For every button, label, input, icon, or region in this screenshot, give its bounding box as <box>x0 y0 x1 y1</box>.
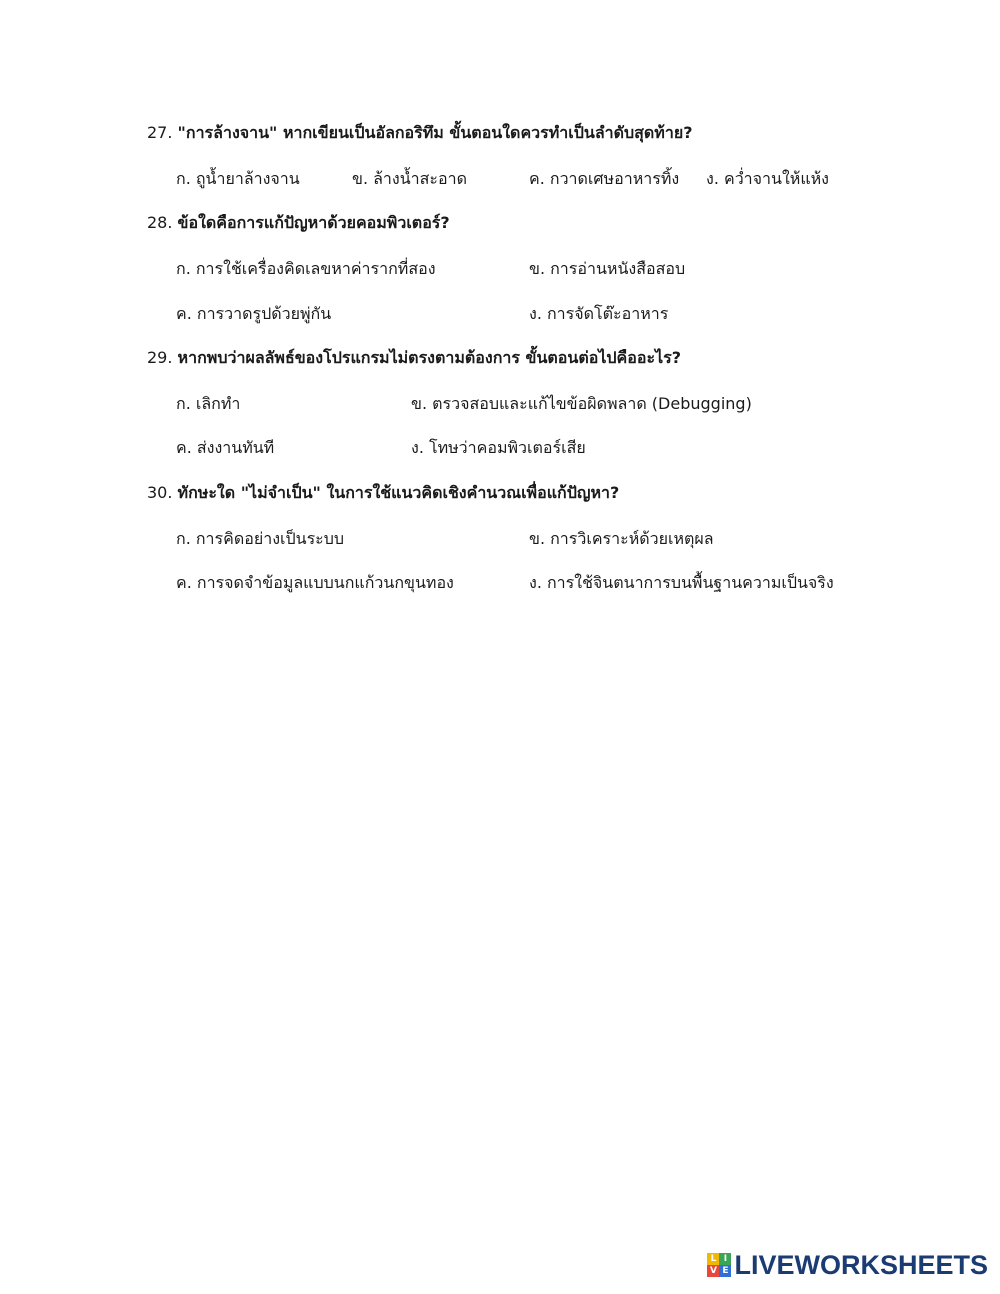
option-a: ก. ถูน้ำยาล้างจาน <box>176 169 300 188</box>
logo-text: LIVEWORKSHEETS <box>734 1249 988 1280</box>
logo-mark-icon <box>707 1253 731 1277</box>
option-a: ก. การคิดอย่างเป็นระบบ <box>176 529 345 548</box>
option-a: ก. เลิกทำ <box>176 394 241 413</box>
logo-mark-letter: L <box>707 1253 719 1265</box>
logo-mark-letter: I <box>719 1253 731 1265</box>
option-c: ค. การจดจำข้อมูลแบบนกแก้วนกขุนทอง <box>176 573 454 592</box>
option-c: ค. ส่งงานทันที <box>176 438 275 457</box>
option-d: ง. การใช้จินตนาการบนพื้นฐานความเป็นจริง <box>529 573 834 592</box>
question-number: 29. <box>147 348 173 367</box>
option-c: ค. การวาดรูปด้วยพู่กัน <box>176 304 332 323</box>
liveworksheets-logo <box>707 1250 988 1280</box>
option-b: ข. ตรวจสอบและแก้ไขข้อผิดพลาด (Debugging) <box>411 394 752 413</box>
option-b: ข. การวิเคราะห์ด้วยเหตุผล <box>529 529 714 548</box>
question-27 <box>147 122 693 144</box>
question-number: 28. <box>147 213 173 232</box>
question-30 <box>147 482 619 504</box>
question-28 <box>147 212 450 234</box>
question-text: ทักษะใด "ไม่จำเป็น" ในการใช้แนวคิดเชิงคำนวณเพื่อแก้ปัญหา? <box>177 483 620 502</box>
option-d: ง. โทษว่าคอมพิวเตอร์เสีย <box>411 438 586 457</box>
question-number: 30. <box>147 483 173 502</box>
option-d: ง. การจัดโต๊ะอาหาร <box>529 304 669 323</box>
option-b: ข. การอ่านหนังสือสอบ <box>529 259 686 278</box>
logo-mark-letter: V <box>707 1265 719 1277</box>
question-text: ข้อใดคือการแก้ปัญหาด้วยคอมพิวเตอร์? <box>177 213 450 232</box>
option-a: ก. การใช้เครื่องคิดเลขหาค่ารากที่สอง <box>176 259 436 278</box>
question-number: 27. <box>147 123 173 142</box>
question-text: "การล้างจาน" หากเขียนเป็นอัลกอริทึม ขั้นตอนใดควรทำเป็นลำดับสุดท้าย? <box>177 123 693 142</box>
option-c: ค. กวาดเศษอาหารทิ้ง <box>529 169 680 188</box>
option-b: ข. ล้างน้ำสะอาด <box>352 169 467 188</box>
option-d: ง. คว่ำจานให้แห้ง <box>706 169 829 188</box>
question-text: หากพบว่าผลลัพธ์ของโปรแกรมไม่ตรงตามต้องการ ขั้นตอนต่อไปคืออะไร? <box>177 348 681 367</box>
logo-mark-letter: E <box>719 1265 731 1277</box>
question-29 <box>147 347 681 369</box>
